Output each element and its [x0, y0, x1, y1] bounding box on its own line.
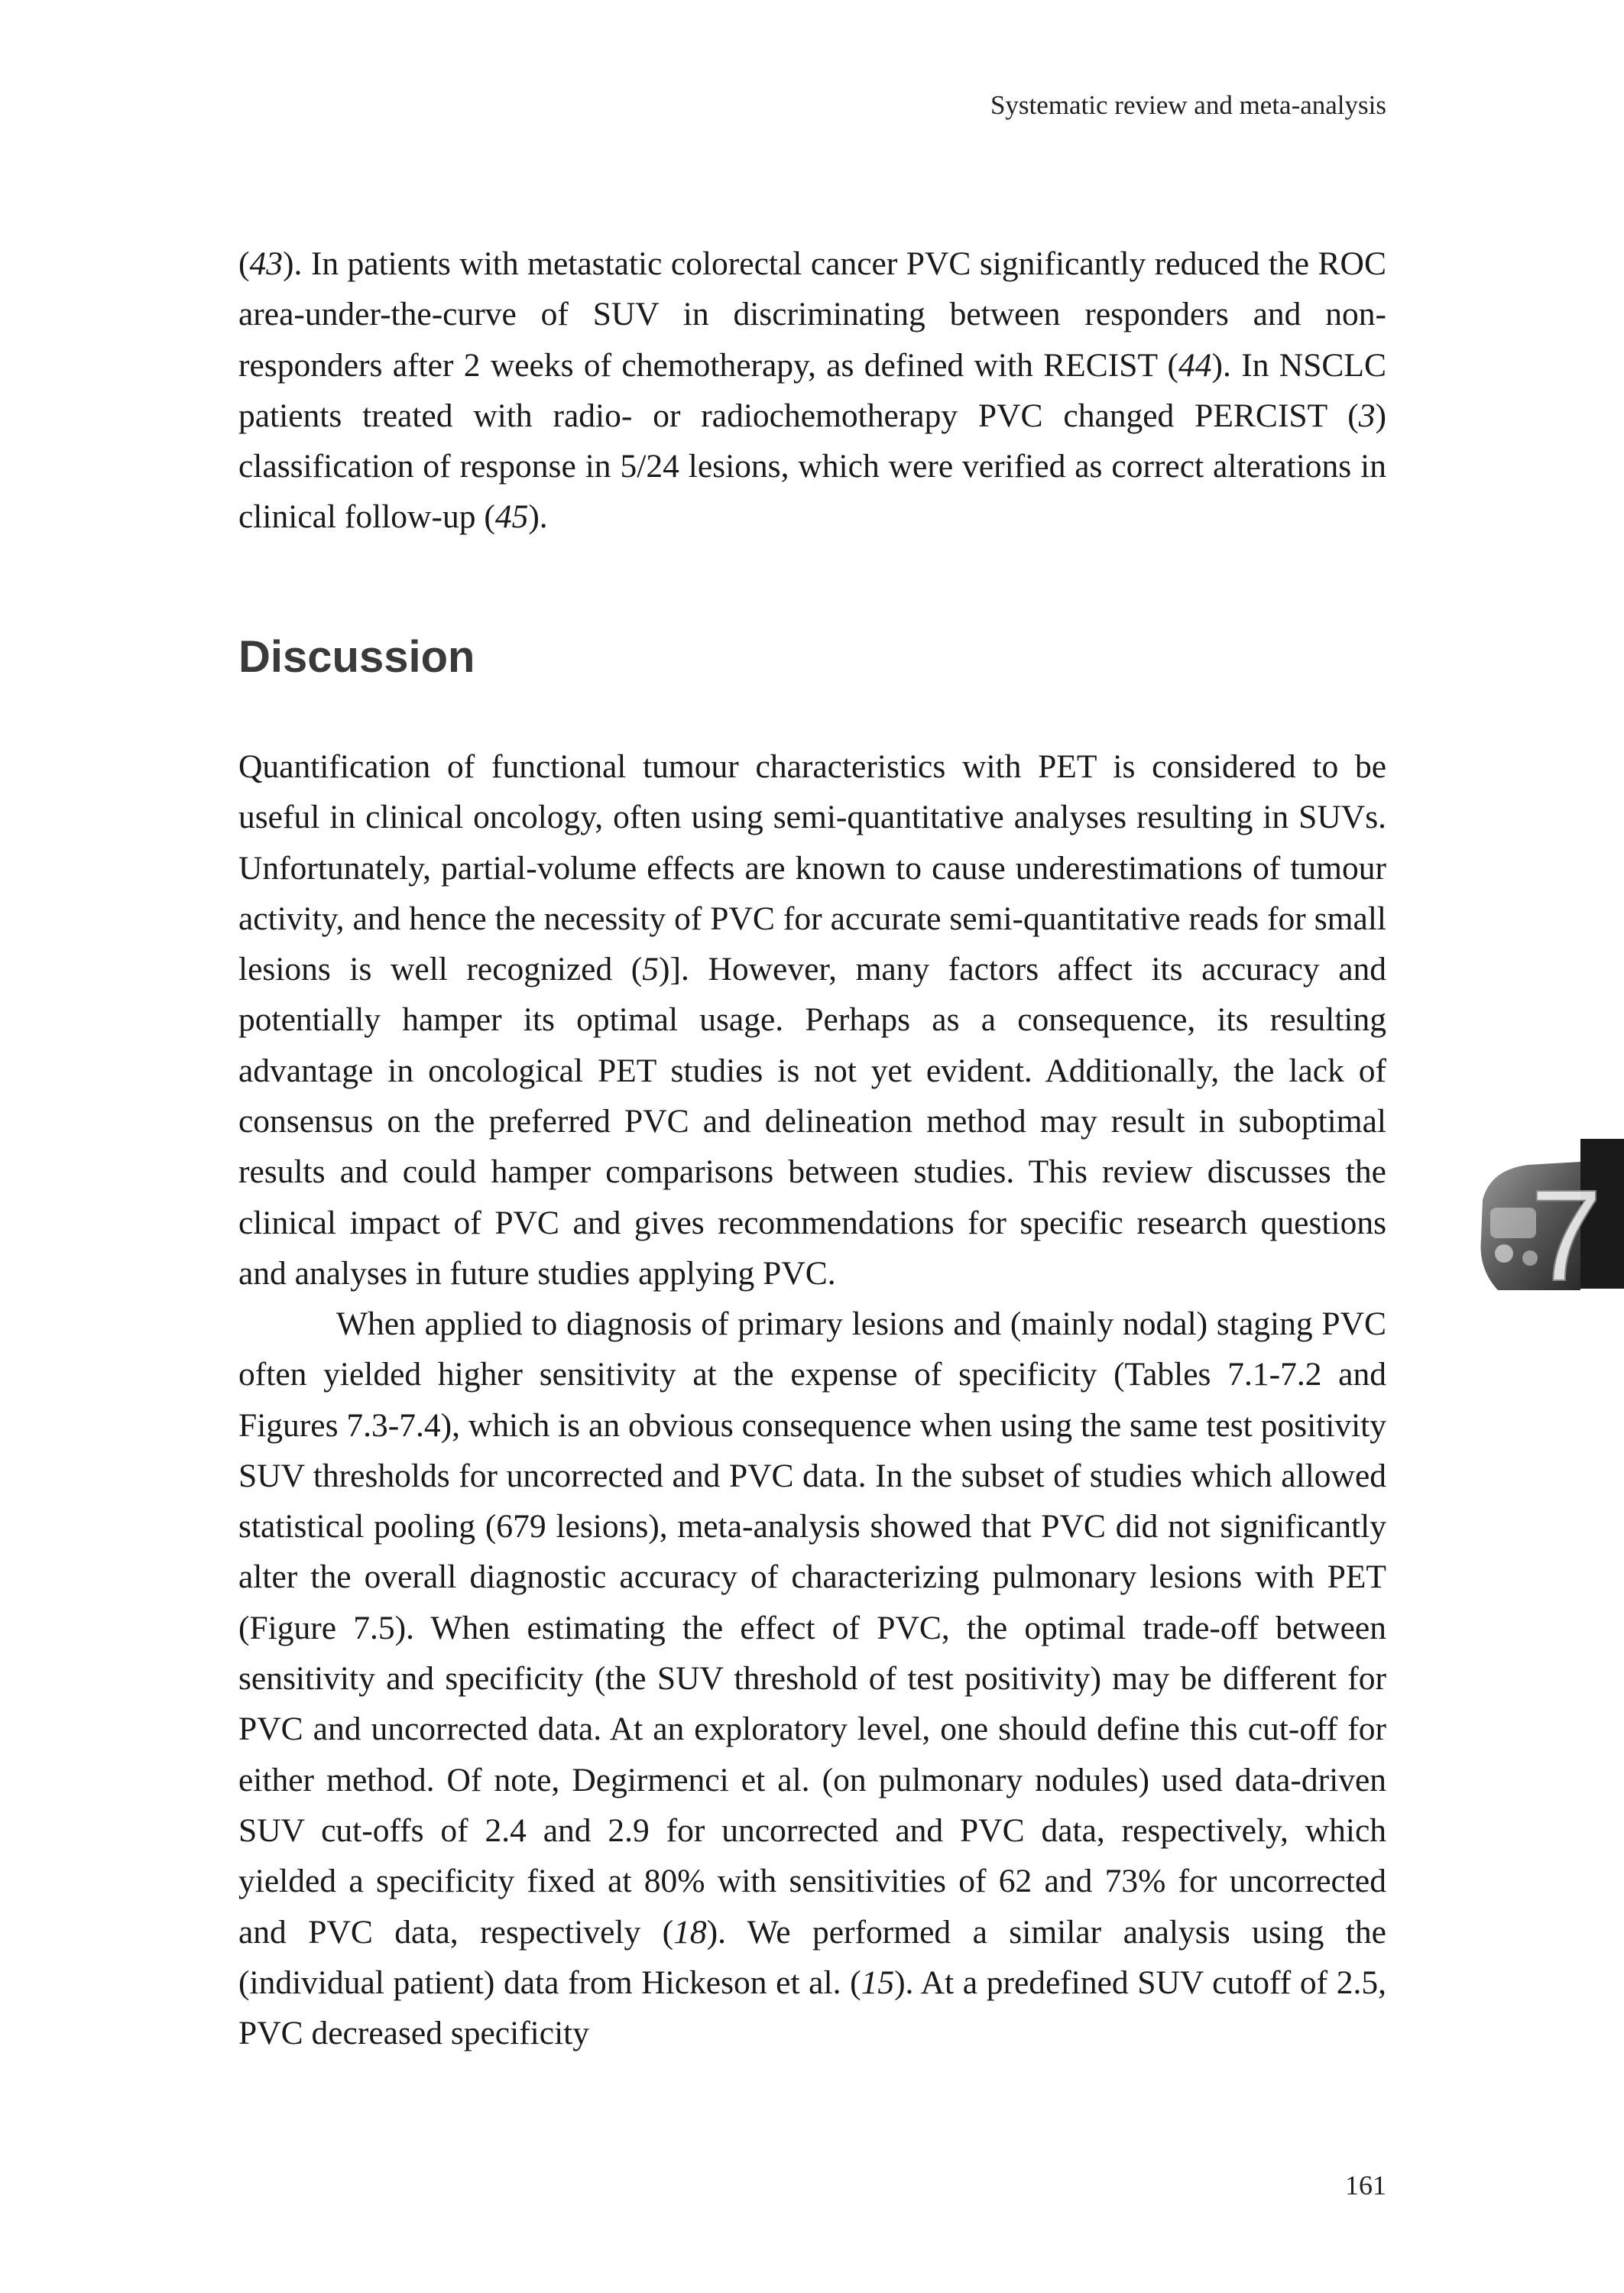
paragraph-text: ). At a predefined SUV cutoff of 2.5, PVC decreased specificity — [238, 1964, 1386, 2052]
paragraph-discussion-2 — [238, 1299, 1386, 2058]
citation-ref: 15 — [861, 1964, 895, 2001]
section-heading: Discussion — [238, 632, 475, 682]
paragraph-text: ). — [528, 498, 548, 536]
citation-ref: 45 — [494, 498, 529, 536]
citation-ref: 5 — [642, 951, 660, 988]
page-number: 161 — [1345, 2170, 1386, 2201]
paragraph-text: ( — [238, 245, 250, 282]
paragraph-text: ). In NSCLC patients treated with radio- or radiochemotherapy PVC changed PERCIST ( — [238, 346, 1386, 434]
citation-ref: 44 — [1178, 346, 1212, 384]
chapter-thumbnail-icon — [1475, 1154, 1603, 1309]
paragraph-text: Quantification of functional tumour characteristics with PET is considered to be useful in clinical oncology, often using semi-quantitative analyses resulting in SUVs. Unfortunately, partial-volume effects are known to cause underestimations of tumour activity, and hence the necessity of PVC for accurate semi-quantitative reads for small lesions is well recognized ( — [238, 748, 1386, 988]
citation-ref: 3 — [1358, 397, 1376, 434]
paragraph-text: )]. However, many factors affect its accuracy and potentially hamper its optimal usage. Perhaps as a consequence, its resulting advantage in oncological PET studies is not yet evident. Additionally, the lack of consensus on the preferred PVC and delineation method may result in suboptimal results and could hamper comparisons between studies. This review discusses the clinical impact of PVC and gives recommendations for specific research questions and analyses in future studies applying PVC. — [238, 951, 1386, 1292]
paragraph-text: When applied to diagnosis of primary lesions and (mainly nodal) staging PVC often yielded higher sensitivity at the expense of specificity (Tables 7.1-7.2 and Figures 7.3-7.4), which is an obvious consequence when using the same test positivity SUV thresholds for uncorrected and PVC data. In the subset of studies which allowed statistical pooling (679 lesions), meta-analysis showed that PVC did not significantly alter the overall diagnostic accuracy of characterizing pulmonary lesions with PET (Figure 7.5). When estimating the effect of PVC, the optimal trade-off between sensitivity and specificity (the SUV threshold of test positivity) may be different for PVC and uncorrected data. At an exploratory level, one should define this cut-off for either method. Of note, Degirmenci et al. (on pulmonary nodules) used data-driven SUV cut-offs of 2.4 and 2.9 for uncorrected and PVC data, respectively, which yielded a specificity fixed at 80% with sensitivities of 62 and 73% for uncorrected and PVC data, respectively ( — [238, 1305, 1386, 1951]
running-header: Systematic review and meta-analysis — [990, 90, 1386, 120]
paragraph-text: ) classification of response in 5/24 lesions, which were verified as correct alterations in clinical follow-up ( — [238, 397, 1386, 536]
paragraph-text: ). We performed a similar analysis using the (individual patient) data from Hickeson et al. ( — [238, 1913, 1386, 2001]
paragraph-discussion-1 — [238, 741, 1386, 1299]
citation-ref: 43 — [249, 245, 283, 282]
paragraph-text: ). In patients with metastatic colorectal cancer PVC significantly reduced the ROC area-under-the-curve of SUV in discriminating between responders and non-responders after 2 weeks of chemotherapy, as defined with RECIST ( — [238, 245, 1386, 384]
paragraph-intro — [238, 238, 1386, 543]
citation-ref: 18 — [673, 1913, 707, 1951]
chapter-number: 7 — [1530, 1163, 1603, 1309]
